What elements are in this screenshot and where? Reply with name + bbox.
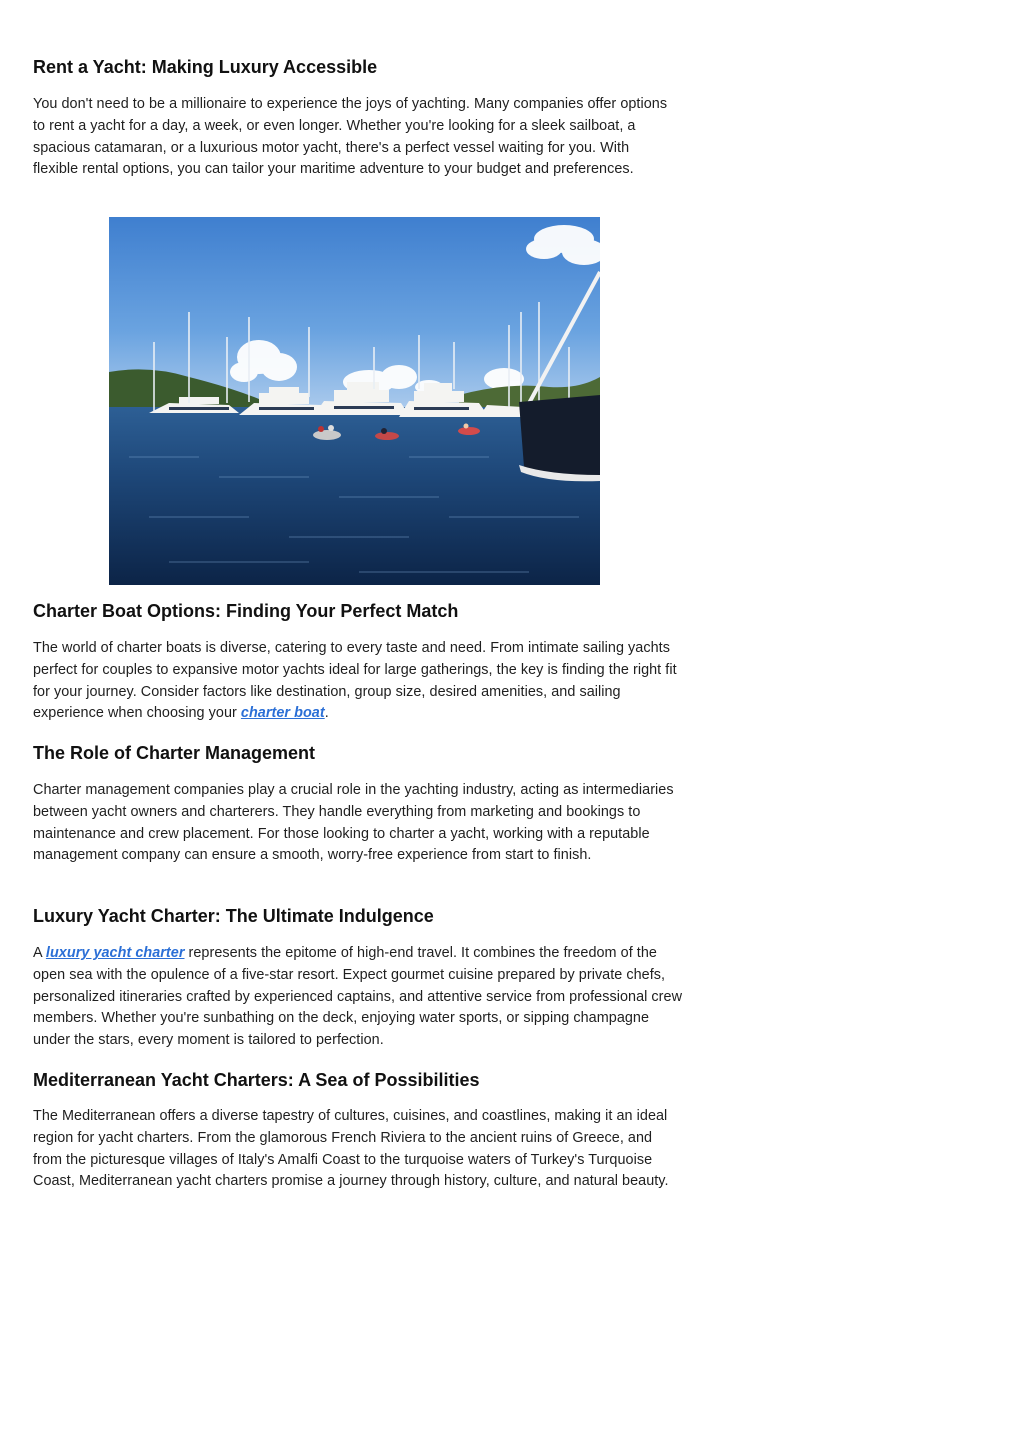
paragraph-text: represents the epitome of high-end travel. It combines the freedom of the open sea with the opulence of a five-star resort. Expect gourmet cuisine prepared by private chefs, personalized itineraries crafted by experienced captains, and attentive service from professional crew members. Whether you're sunbathing on the deck, enjoying water sports, or sipping champagne under the stars, every moment is tailored to perfection. <box>33 945 683 1049</box>
luxury-yacht-charter-link[interactable]: luxury yacht charter <box>45 945 185 961</box>
paragraph-text: A <box>33 945 46 961</box>
marina-yachts-photo <box>109 217 600 585</box>
section-paragraph-mediterranean-yacht-charters: The Mediterranean offers a diverse tapestry of cultures, cuisines, and coastlines, making it an ideal region for yacht charters. From the glamorous French Riviera to the ancient ruins of Greece, and from the picturesque villages of Italy's Amalfi Coast to the turquoise waters of Turkey's Turquoise Coast, Mediterranean yacht charters promise a journey through history, culture, and natural beauty. <box>33 1108 669 1190</box>
section-paragraph-luxury-yacht-charter <box>33 943 683 1052</box>
charter-boat-link[interactable]: charter boat <box>240 705 325 722</box>
paragraph-text: The world of charter boats is diverse, catering to every taste and need. From intimate sailing yachts perfect for couples to expansive motor yachts ideal for large gatherings, the key is finding the right fit for your journey. Consider factors like destination, group size, desired amenities, and sailing experience when choosing your <box>33 640 677 722</box>
section-heading-luxury-yacht-charter: Luxury Yacht Charter: The Ultimate Indulgence <box>33 906 434 926</box>
section-paragraph-charter-management: Charter management companies play a crucial role in the yachting industry, acting as intermediaries between yacht owners and charterers. They handle everything from marketing and bookings to maintenance and crew placement. For those looking to charter a yacht, working with a reputable management company can ensure a smooth, worry-free experience from start to finish. <box>33 782 674 864</box>
section-heading-charter-boat-options: Charter Boat Options: Finding Your Perfect Match <box>33 601 459 621</box>
section-heading-mediterranean-yacht-charters: Mediterranean Yacht Charters: A Sea of Possibilities <box>33 1070 480 1090</box>
section-heading-rent-a-yacht: Rent a Yacht: Making Luxury Accessible <box>33 57 378 77</box>
section-heading-charter-management: The Role of Charter Management <box>33 743 316 763</box>
paragraph-text: . <box>324 705 329 722</box>
section-paragraph-rent-a-yacht: You don't need to be a millionaire to experience the joys of yachting. Many companies offer options to rent a yacht for a day, a week, or even longer. Whether you're looking for a sleek sailboat, a spacious catamaran, or a luxurious motor yacht, there's a perfect vessel waiting for you. With flexible rental options, you can tailor your maritime adventure to your budget and preferences. <box>33 96 668 178</box>
section-paragraph-charter-boat-options <box>33 638 678 725</box>
